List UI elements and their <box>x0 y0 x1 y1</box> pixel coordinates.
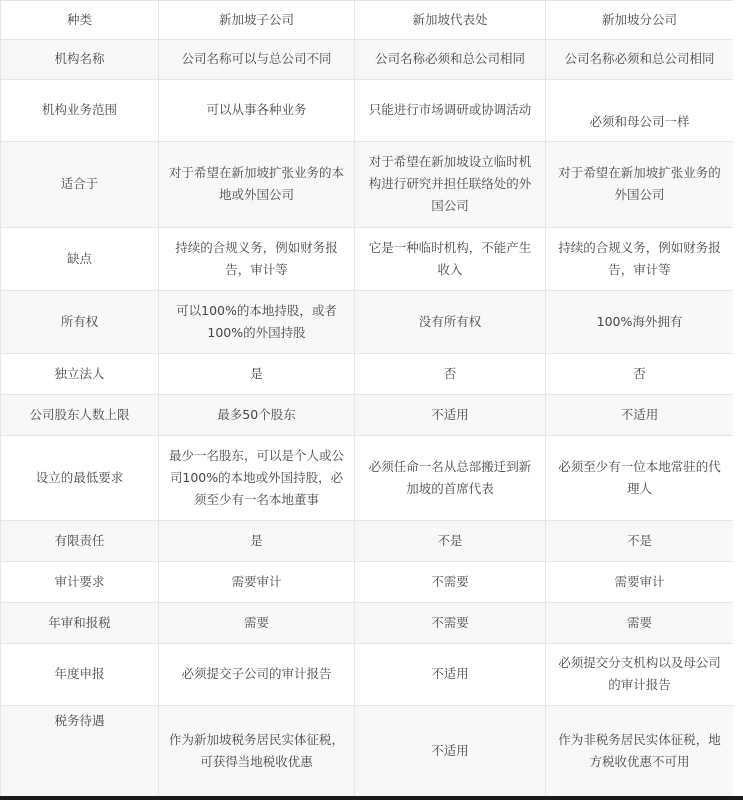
row-label: 年审和报税 <box>1 602 159 643</box>
row-label: 独立法人 <box>1 353 159 394</box>
table-cell: 只能进行市场调研或协调活动 <box>355 79 546 141</box>
table-cell: 否 <box>355 353 546 394</box>
table-row-audit-requirement <box>1 561 734 602</box>
table-cell: 不适用 <box>546 394 734 435</box>
header-cell-type: 种类 <box>1 1 159 39</box>
header-cell-branch: 新加坡分公司 <box>546 1 734 39</box>
table-cell: 公司名称可以与总公司不同 <box>159 39 355 79</box>
row-label: 设立的最低要求 <box>1 435 159 520</box>
table-cell: 公司名称必须和总公司相同 <box>546 39 734 79</box>
bottom-dark-strip <box>0 796 743 800</box>
table-cell: 作为新加坡税务居民实体征税，可获得当地税收优惠 <box>159 705 355 796</box>
table-cell: 对于希望在新加坡扩张业务的本地或外国公司 <box>159 141 355 227</box>
table-cell: 必须至少有一位本地常驻的代理人 <box>546 435 734 520</box>
table-cell: 不需要 <box>355 561 546 602</box>
table-cell: 需要 <box>159 602 355 643</box>
table-cell: 不是 <box>546 520 734 561</box>
table-cell: 它是一种临时机构，不能产生收入 <box>355 227 546 290</box>
table-row-suitable-for <box>1 141 734 227</box>
table-cell: 最多50个股东 <box>159 394 355 435</box>
header-cell-representative-office: 新加坡代表处 <box>355 1 546 39</box>
table-row-ownership <box>1 290 734 353</box>
table-row-annual-filing <box>1 643 734 705</box>
table-cell: 最少一名股东，可以是个人或公司100%的本地或外国持股，必须至少有一名本地董事 <box>159 435 355 520</box>
row-label: 审计要求 <box>1 561 159 602</box>
row-label: 缺点 <box>1 227 159 290</box>
table-cell: 必须提交子公司的审计报告 <box>159 643 355 705</box>
table-cell: 对于希望在新加坡设立临时机构进行研究并担任联络处的外国公司 <box>355 141 546 227</box>
table-cell: 持续的合规义务，例如财务报告，审计等 <box>546 227 734 290</box>
header-cell-subsidiary: 新加坡子公司 <box>159 1 355 39</box>
table-cell: 100%海外拥有 <box>546 290 734 353</box>
table-row-entity-name <box>1 39 734 79</box>
table-row-annual-review-tax <box>1 602 734 643</box>
table-cell: 作为非税务居民实体征税，地方税收优惠不可用 <box>546 705 734 796</box>
row-label: 机构业务范围 <box>1 79 159 141</box>
table-row-limited-liability <box>1 520 734 561</box>
table-cell: 需要 <box>546 602 734 643</box>
table-cell: 没有所有权 <box>355 290 546 353</box>
table-cell: 必须提交分支机构以及母公司的审计报告 <box>546 643 734 705</box>
table-cell: 不适用 <box>355 643 546 705</box>
table-row-tax-treatment <box>1 705 734 796</box>
table-cell: 可以从事各种业务 <box>159 79 355 141</box>
table-cell: 需要审计 <box>159 561 355 602</box>
row-label: 适合于 <box>1 141 159 227</box>
table-row-independent-legal-entity <box>1 353 734 394</box>
table-cell: 对于希望在新加坡扩张业务的外国公司 <box>546 141 734 227</box>
table-cell: 持续的合规义务，例如财务报告，审计等 <box>159 227 355 290</box>
table-cell: 公司名称必须和总公司相同 <box>355 39 546 79</box>
table-cell: 否 <box>546 353 734 394</box>
row-label: 有限责任 <box>1 520 159 561</box>
table-cell: 不适用 <box>355 394 546 435</box>
header-row <box>1 1 734 39</box>
row-label: 机构名称 <box>1 39 159 79</box>
table-row-business-scope <box>1 79 734 141</box>
table-cell: 是 <box>159 353 355 394</box>
table-cell: 必须任命一名从总部搬迁到新加坡的首席代表 <box>355 435 546 520</box>
table-row-disadvantages <box>1 227 734 290</box>
table-cell: 不是 <box>355 520 546 561</box>
table-cell: 不需要 <box>355 602 546 643</box>
table-cell: 是 <box>159 520 355 561</box>
table-cell: 必须和母公司一样 <box>546 79 734 141</box>
table-cell: 可以100%的本地持股，或者100%的外国持股 <box>159 290 355 353</box>
comparison-table <box>0 1 734 797</box>
row-label: 年度申报 <box>1 643 159 705</box>
table-cell: 需要审计 <box>546 561 734 602</box>
table-row-shareholder-limit <box>1 394 734 435</box>
row-label: 公司股东人数上限 <box>1 394 159 435</box>
row-label: 所有权 <box>1 290 159 353</box>
row-label: 税务待遇 <box>1 705 159 796</box>
table-row-minimum-requirements <box>1 435 734 520</box>
table-cell: 不适用 <box>355 705 546 796</box>
right-margin <box>733 0 743 796</box>
